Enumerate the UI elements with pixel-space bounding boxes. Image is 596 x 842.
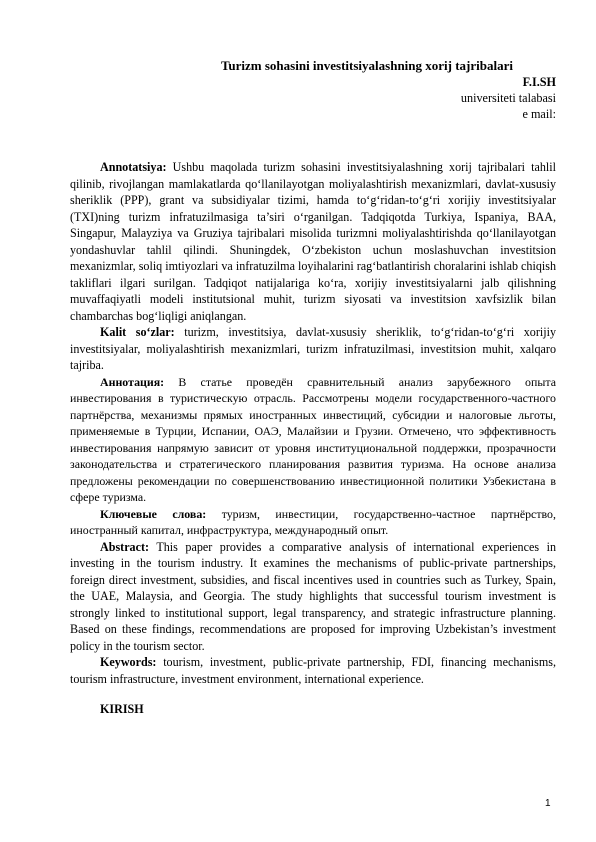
author-position: universiteti talabasi	[460, 91, 556, 105]
author-name: F.I.SH	[522, 75, 556, 89]
keywords-ru-label: Ключевые слова:	[100, 506, 207, 521]
abstract-en-label: Abstract:	[100, 539, 150, 554]
keywords-en-label: Keywords:	[100, 655, 157, 669]
keywords-ru-text: туризм, инвестиции, государственно-частное партнёрство, иностранный капитал, инфраструктура, международный опыт.	[70, 506, 556, 537]
abstract-en-text: This paper provides a comparative analysis of international experiences in investing in the tourism industry. It examines the mechanisms of public-private partnerships, foreign direct investment, subsidies, and fiscal incentives used in countries such as Turkey, Spain, the UAE, Malaysia, and Georgia. The study highlights that successful tourism investment is strongly linked to institutional support, legal transparency, and strategic infrastructure planning. Based on these findings, recommendations are proposed for improving Uzbekistan’s investment policy in the tourism sector.	[70, 539, 556, 653]
keywords-ru	[70, 506, 556, 539]
page-number: 1	[545, 798, 551, 809]
annotation-uz	[70, 159, 556, 324]
annotation-ru-label: Аннотация:	[100, 374, 165, 389]
keywords-uz	[70, 324, 556, 374]
keywords-en-text: tourism, investment, public-private partnership, FDI, financing mechanisms, tourism infrastructure, investment environment, international experience.	[70, 655, 556, 686]
section-heading: KIRISH	[100, 702, 144, 716]
annotation-uz-label: Annotatsiya:	[100, 160, 167, 174]
annotation-ru	[70, 374, 556, 506]
keywords-en	[70, 654, 556, 687]
keywords-uz-label: Kalit so‘zlar:	[100, 325, 175, 339]
keywords-uz-text: turizm, investitsiya, davlat-xususiy sheriklik, to‘g‘ridan-to‘g‘ri xorijiy investitsiyalar, moliyalashtirish mexanizmlari, turizm infratuzilmasi, investitsion muhit, xalqaro tajriba.	[70, 325, 556, 372]
abstract-en	[70, 539, 556, 655]
author-block	[70, 74, 556, 122]
article-title: Turizm sohasini investitsiyalashning xorij tajribalari	[220, 58, 513, 73]
document-page	[70, 58, 556, 717]
annotation-uz-text: Ushbu maqolada turizm sohasini investitsiyalashning xorij tajribalari tahlil qilinib, rivojlangan mamlakatlarda qo‘llanilayotgan moliyalashtirish mexanizmlari, davlat-xususiy sheriklik (PPP), grant va subsidiyalar tizimi, hamda to‘g‘ridan-to‘g‘ri xorijiy investitsiyalar (TXI)ning turizm infratuzilmasiga ta’siri o‘rganilgan. Tadqiqotda Turkiya, Ispaniya, BAA, Singapur, Malayziya va Gruziya tajribalari misolida turizmni moliyalashtirishda qo‘llanilayotgan yondashuvlar tahlil qilindi. Shuningdek, O‘zbekiston uchun moslashuvchan investitsion mexanizmlar, soliq imtiyozlari va infratuzilma loyihalarini rag‘batlantirish choralarini ishlab chiqish takliflari ilgari surilgan. Tadqiqot natijalariga ko‘ra, xorijiy investitsiyalarni jalb qilishning muvaffaqiyatli modeli institutsional muhit, turizm siyosati va investitsion xavfsizlik bilan chambarchas bog‘liqligi aniqlangan.	[70, 160, 556, 323]
annotation-ru-text: В статье проведён сравнительный анализ зарубежного опыта инвестирования в туристическую отрасль. Рассмотрены модели государственного-частного партнёрства, механизмы прямых иностранных инвестиций, субсидии и налоговые льготы, применяемые в Турции, Испании, ОАЭ, Малайзии и Грузии. Отмечено, что эффективность инвестирования напрямую зависит от уровня институциональной поддержки, прозрачности законодательства и стратегического планирования развития туризма. На основе анализа предложены рекомендации по совершенствованию инвестиционной политики Узбекистана в сфере туризма.	[70, 374, 556, 504]
author-email: e mail:	[522, 107, 556, 121]
